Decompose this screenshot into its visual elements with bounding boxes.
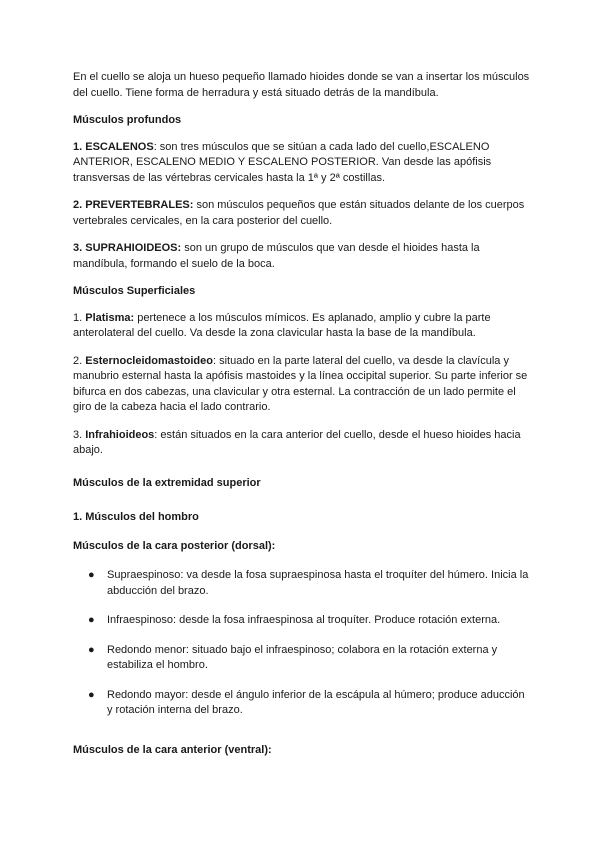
term-esternocleidomastoideo: Esternocleidomastoideo [85,354,213,367]
paragraph-escalenos [73,140,533,187]
number-platisma: 1. [73,311,86,324]
paragraph-prevertebrales [73,198,533,229]
number-esternocleidomastoideo: 2. [73,354,86,367]
intro-paragraph: En el cuello se aloja un hueso pequeño llamado hioides donde se van a insertar los músculos del cuello. Tiene forma de herradura y está situado detrás de la mandíbula. [73,71,530,99]
paragraph-platisma [73,311,533,342]
term-platisma: Platisma: [85,311,135,324]
heading-musculos-hombro: 1. Músculos del hombro [73,511,199,523]
desc-esternocleidomastoideo: : situado en la parte lateral del cuello, va desde la clavícula y manubrio esternal hasta la apófisis mastoides y la línea occipital superior. Su parte inferior se bifurca en dos cabezas, una clavicular y otra esternal. La contracción de un lado permite el giro de la cabeza hacia el lado contrario. [73,354,528,413]
desc-infrahioideos: : están situados en la cara anterior del cuello, desde el hueso hioides hacia abajo. [73,428,521,456]
term-escalenos: 1. ESCALENOS [73,140,154,153]
desc-platisma: pertenece a los músculos mímicos. Es aplanado, amplio y cubre la parte anterolateral del cuello. Va desde la zona clavicular hasta la base de la mandíbula. [73,311,491,339]
list-item [73,568,533,599]
bullet-list-cara-posterior [73,568,533,719]
desc-suprahioideos: son un grupo de músculos que van desde el hioides hasta la mandíbula, formando el suelo de la boca. [73,242,480,270]
list-item-text: Infraespinoso: desde la fosa infraespinosa al troquíter. Produce rotación externa. [107,614,501,626]
document-content [73,70,533,758]
list-item-text: Supraespinoso: va desde la fosa supraespinosa hasta el troquíter del húmero. Inicia la abducción del brazo. [107,569,529,597]
bullet-icon: ● [88,614,95,626]
heading-cara-anterior: Músculos de la cara anterior (ventral): [73,743,272,756]
paragraph-esternocleidomastoideo [73,354,533,416]
heading-musculos-profundos: Músculos profundos [73,114,182,126]
list-item [73,613,533,629]
paragraph-infrahioideos [73,428,533,459]
term-suprahioideos: 3. SUPRAHIOIDEOS: [73,242,182,254]
list-item-text: Redondo mayor: desde el ángulo inferior de la escápula al húmero; produce aducción y rotación interna del brazo. [107,688,525,716]
list-item [73,688,533,719]
heading-musculos-superficiales: Músculos Superficiales [73,285,196,297]
desc-escalenos: : son tres músculos que se sitúan a cada lado del cuello,ESCALENO ANTERIOR, ESCALENO MEDIO Y ESCALENO POSTERIOR. Van desde las apófisis transversas de las vértebras cervicales hasta la 1ª y 2ª costillas. [73,140,492,184]
heading-cara-posterior: Músculos de la cara posterior (dorsal): [73,539,276,552]
number-infrahioideos: 3. [73,428,86,441]
list-item [73,643,533,674]
paragraph-suprahioideos [73,241,533,272]
term-infrahioideos: Infrahioideos [85,428,155,441]
term-prevertebrales: 2. PREVERTEBRALES: [73,199,194,211]
heading-extremidad-superior: Músculos de la extremidad superior [73,476,261,489]
list-item-text: Redondo menor: situado bajo el infraespinoso; colabora en la rotación externa y estabiliza el hombro. [107,643,498,671]
bullet-icon: ● [88,643,95,656]
bullet-icon: ● [88,569,95,581]
bullet-icon: ● [88,688,95,701]
desc-prevertebrales: son músculos pequeños que están situados delante de los cuerpos vertebrales cervicales, en la cara posterior del cuello. [73,199,525,227]
